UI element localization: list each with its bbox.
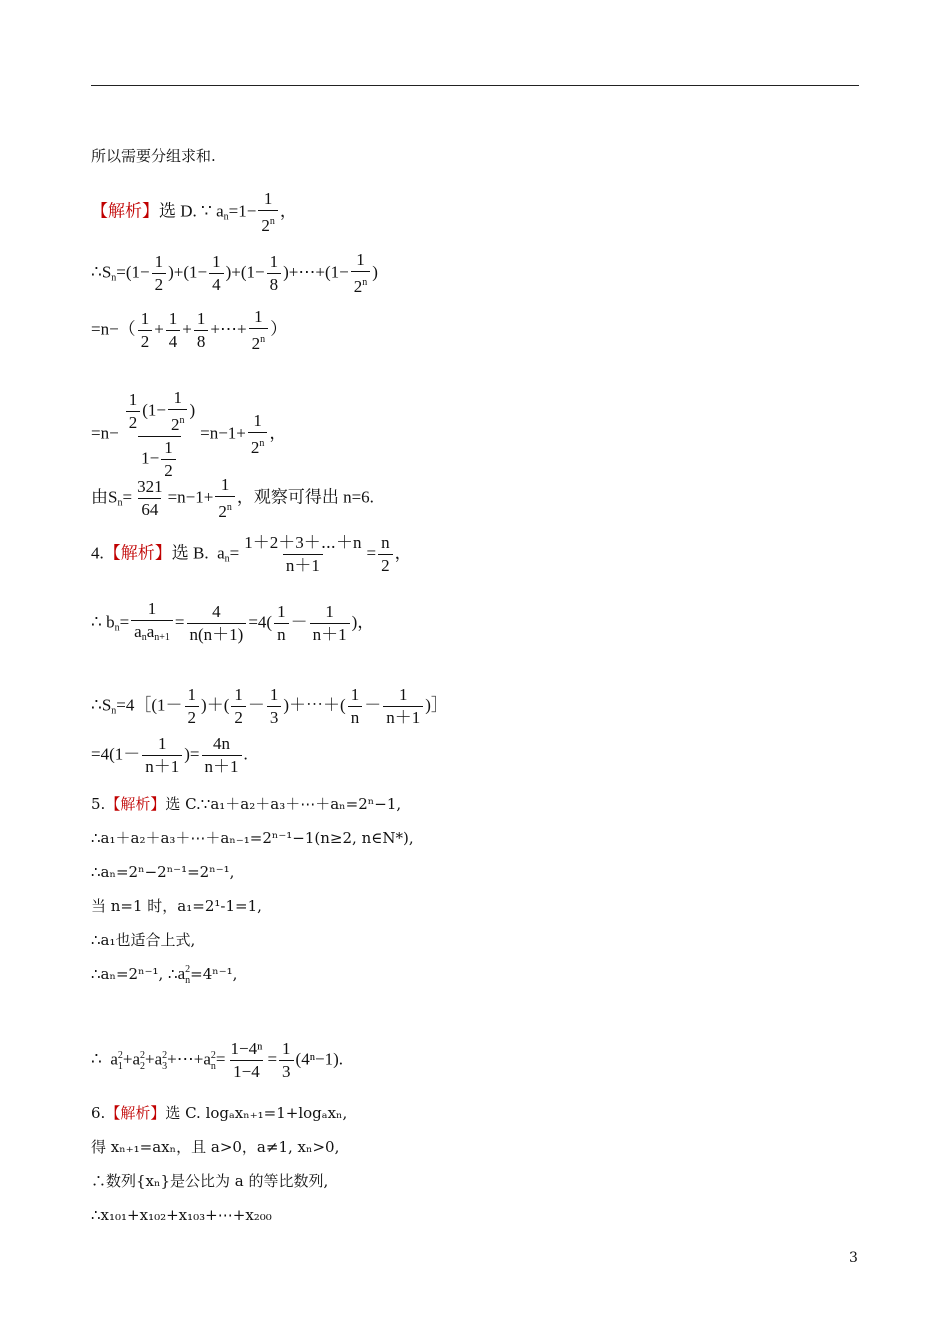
q4-line-4: =4(1－ $\frac{1}{n+1}$ )= $\frac{4n}{n+1}$ . xyxy=(91,734,248,776)
q3-line-4: =n− $\frac{1}{2}$ (1− $\frac{1}{2^n}$ ) 1− $\frac{1}{2}$ =n−1+ $\frac{1}{2^n}$ ， xyxy=(91,388,287,480)
fraction: $\frac{321}{64}$ xyxy=(137,477,163,519)
fraction: $\frac{1}{n+1}$ xyxy=(383,686,423,727)
fraction: $\frac{1}{2^n}$ xyxy=(249,308,269,353)
q3-line-5: 由$S_n=$ $\frac{321}{64}$ =n−1+ $\frac{1}{2^n}$ ，观察可得出 n=6. xyxy=(91,475,374,521)
fraction: $\frac{1}{n+1}$ xyxy=(142,735,182,776)
fraction: $\frac{1}{2^n}$ xyxy=(248,412,268,457)
fraction: $\frac{4n}{n+1}$ xyxy=(202,735,242,776)
q6-line-2: 得 xₙ₊₁=axₙ，且 a>0，a≠1, xₙ>0, xyxy=(91,1138,340,1156)
q4-line-2: ∴ $b_n=$ 1 $a_na_{n+1}$ = $\frac{4}{n(n+1)}$ =4( $\frac{1}{n}$ － $\frac{1}{n+1}$ )， xyxy=(91,600,374,647)
fraction: $\frac{4}{n(n+1)}$ xyxy=(187,603,247,644)
fraction: $\frac{\text{1−4ⁿ}}{1-4}$ xyxy=(230,1039,263,1081)
fraction: $\frac{1}{8}$ xyxy=(194,310,209,351)
q4-line-3: $\therefore S_n=4[(1-$ $\frac{1}{2}$ )＋( $\frac{1}{2}$ － $\frac{1}{3}$ )＋⋯＋( $\frac{1}{n}$ － $\frac{1}{n+1}$ )］ xyxy=(91,685,448,727)
q5-line-1: 5.【解析】选 C.∵a₁＋a₂＋a₃＋⋯＋aₙ=2ⁿ−1, xyxy=(91,795,402,813)
q5-line-4: 当 n=1 时，a₁=2¹-1=1, xyxy=(91,897,262,915)
fraction: $\frac{n}{2}$ xyxy=(378,534,393,575)
fraction: $\frac{1}{n}$ xyxy=(348,686,363,727)
fraction: $\frac{1}{2^n}$ xyxy=(258,190,278,235)
header-rule xyxy=(91,85,859,86)
fraction: $\frac{1}{2^n}$ xyxy=(215,476,235,521)
q3-line-3: =n−（ $\frac{1}{2}$ + $\frac{1}{4}$ + $\frac{1}{8}$ +⋯+ $\frac{1}{2^n}$ ） xyxy=(91,307,288,353)
fraction: $\frac{1}{8}$ xyxy=(267,253,282,294)
q5-line-2: ∴a₁＋a₂＋a₃＋⋯＋aₙ₋₁=2ⁿ⁻¹−1(n≥2, n∈N*), xyxy=(91,829,414,847)
intro-line: 所以需要分组求和. xyxy=(91,147,216,165)
q6-line-4: ∴x₁₀₁+x₁₀₂+x₁₀₃+⋯+x₂₀₀ xyxy=(91,1206,272,1224)
fraction: $\frac{1}{2}$ xyxy=(138,310,153,351)
q6-line-3: ∴数列{xₙ}是公比为 a 的等比数列, xyxy=(91,1172,329,1190)
q3-line-1: 【解析】选 D. ∵ $a_n=1-$ $\frac{1}{2^n}$ ， xyxy=(91,189,297,235)
q5-line-3: ∴aₙ=2ⁿ−2ⁿ⁻¹=2ⁿ⁻¹, xyxy=(91,863,235,881)
fraction: $\frac{1}{n}$ xyxy=(274,603,289,644)
fraction: $\frac{1}{2}$ xyxy=(185,686,200,727)
fraction: $\frac{1}{2}$ xyxy=(231,686,246,727)
fraction: $\frac{1}{4}$ xyxy=(166,310,181,351)
q5-line-5: ∴a₁也适合上式, xyxy=(91,931,196,949)
fraction: $\frac{1}{3}$ xyxy=(267,686,282,727)
q6-line-1: 6.【解析】选 C. logₐxₙ₊₁=1+logₐxₙ, xyxy=(91,1104,348,1122)
page-number: 3 xyxy=(849,1250,858,1266)
q3-line-2: $\therefore S_n=(1-$ $\frac{1}{2}$ )+(1− $\frac{1}{4}$ )+(1− $\frac{1}{8}$ )+⋯+(1− $\frac{1}{2^n}$ ) xyxy=(91,250,378,296)
q5-line-6: ∴aₙ=2ⁿ⁻¹, ∴a 2 n =4ⁿ⁻¹, xyxy=(91,964,238,987)
fraction: $\frac{1}{2^n}$ xyxy=(351,251,371,296)
fraction: 1 $a_na_{n+1}$ xyxy=(131,600,173,647)
fraction: $\frac{1+2+3+\cdots+n}{n+1}$ xyxy=(244,533,362,575)
fraction: $\frac{1}{4}$ xyxy=(209,253,224,294)
fraction: $\frac{1}{2}$ xyxy=(152,253,167,294)
jiexi-tag: 【解析】 xyxy=(91,201,159,221)
fraction: $\frac{1}{n+1}$ xyxy=(310,603,350,644)
q4-line-1: 4.【解析】选 B. $a_n=$ $\frac{1+2+3+\cdots+n}{n+1}$ = $\frac{n}{2}$ ， xyxy=(91,533,412,575)
q5-line-7: ∴ a 2 1 +a 2 2 +a 2 3 +⋯+a 2 n = $\frac{\text{1−4ⁿ}}{1-4}$ = $\frac{1}{3}$ (4ⁿ−1). xyxy=(91,1039,344,1081)
compound-fraction: $\frac{1}{2}$ (1− $\frac{1}{2^n}$ ) 1− $\frac{1}{2}$ xyxy=(121,389,198,480)
fraction: $\frac{1}{3}$ xyxy=(279,1040,294,1081)
